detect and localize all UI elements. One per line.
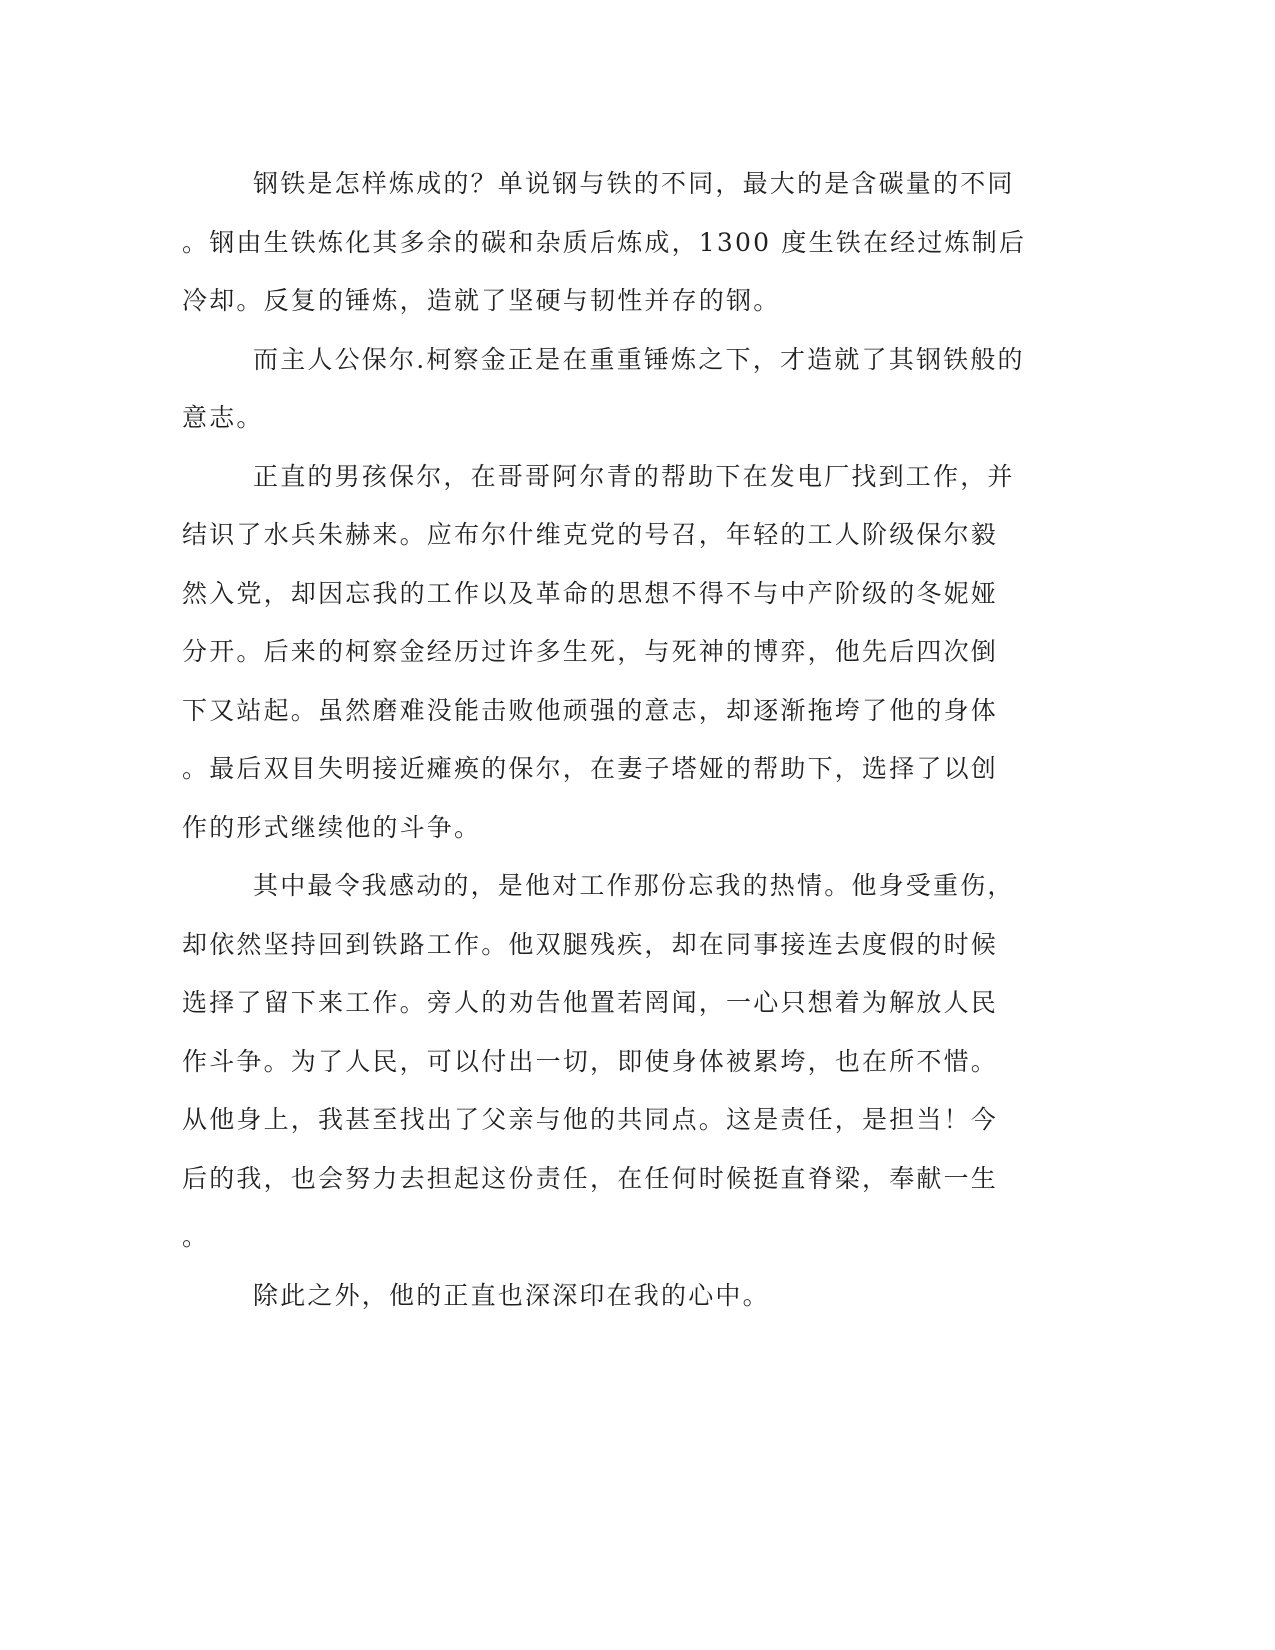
text-line: 其中最令我感动的，是他对工作那份忘我的热情。他身受重伤， xyxy=(253,871,1015,900)
text-line: 却依然坚持回到铁路工作。他双腿残疾，却在同事接连去度假的时候 xyxy=(182,929,999,959)
text-line: 作的形式继续他的斗争。 xyxy=(182,812,482,842)
paragraph-story-summary xyxy=(182,448,1062,858)
text-line: 选择了留下来工作。旁人的劝告他置若罔闻，一心只想着为解放人民 xyxy=(182,988,999,1017)
paragraph-protagonist xyxy=(182,331,1062,448)
paragraph-reflection xyxy=(182,857,1062,1267)
text-line: 作斗争。为了人民，可以付出一切，即使身体被累垮，也在所不惜。 xyxy=(182,1046,999,1076)
text-line: 后的我，也会努力去担起这份责任，在任何时候挺直脊梁，奉献一生 xyxy=(182,1163,999,1193)
document-body xyxy=(182,155,1062,1325)
text-line: 然入党，却因忘我的工作以及革命的思想不得不与中产阶级的冬妮娅 xyxy=(182,578,999,608)
text-line: 下又站起。虽然磨难没能击败他顽强的意志，却逐渐拖垮了他的身体 xyxy=(182,695,999,725)
text-line: 。钢由生铁炼化其多余的碳和杂质后炼成，1300 度生铁在经过炼制后 xyxy=(182,227,1027,257)
text-line: 正直的男孩保尔，在哥哥阿尔青的帮助下在发电厂找到工作，并 xyxy=(253,461,1015,491)
text-line: 从他身上，我甚至找出了父亲与他的共同点。这是责任，是担当！今 xyxy=(182,1105,999,1134)
text-line: 分开。后来的柯察金经历过许多生死，与死神的博弈，他先后四次倒 xyxy=(182,637,999,666)
text-line: 冷却。反复的锤炼，造就了坚硬与韧性并存的钢。 xyxy=(182,286,781,315)
text-line: 。最后双目失明接近瘫痪的保尔，在妻子塔娅的帮助下，选择了以创 xyxy=(182,754,999,783)
paragraph-steel-making xyxy=(182,155,1062,331)
text-line: 意志。 xyxy=(182,403,264,432)
text-line: 而主人公保尔.柯察金正是在重重锤炼之下，才造就了其钢铁般的 xyxy=(253,344,1025,374)
text-line: 钢铁是怎样炼成的？单说钢与铁的不同，最大的是含碳量的不同 xyxy=(253,169,1015,198)
text-line: 除此之外，他的正直也深深印在我的心中。 xyxy=(253,1280,770,1310)
paragraph-closing xyxy=(182,1267,1062,1326)
text-line: 结识了水兵朱赫来。应布尔什维克党的号召，年轻的工人阶级保尔毅 xyxy=(182,520,999,549)
text-line: 。 xyxy=(182,1222,210,1251)
